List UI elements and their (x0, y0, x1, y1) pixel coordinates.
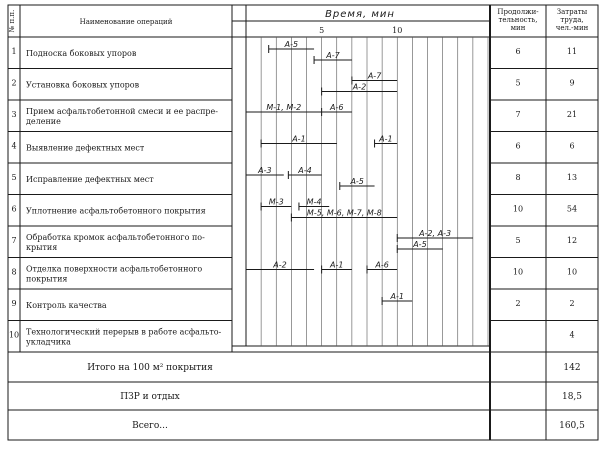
bar-label: М-4 (306, 197, 322, 207)
bar-label: А-3 (258, 166, 272, 175)
schedule-bar (261, 135, 337, 148)
bar-label: А-1 (379, 134, 393, 144)
total-row (120, 392, 582, 402)
duration-value: 7 (515, 110, 521, 119)
duration-value: 10 (512, 267, 524, 277)
schedule-bar (322, 83, 398, 96)
row-number: 4 (11, 141, 17, 151)
row-number: 2 (11, 78, 17, 88)
row-number: 1 (11, 47, 17, 56)
bar-label: А-1 (330, 260, 344, 270)
labor-column-header: труда, (560, 16, 584, 24)
total-row (132, 421, 585, 431)
row-number: 6 (11, 204, 17, 214)
bar-label: А-5 (284, 40, 299, 49)
total-row (87, 363, 580, 373)
operation-name: Контроль качества (26, 301, 107, 310)
labor-value: 4 (569, 330, 575, 340)
operation-name: Прием асфальтобетонной смеси и ее распре- (26, 107, 218, 116)
labor-value: 10 (566, 267, 578, 277)
labor-column-header: Затраты (556, 8, 588, 16)
schedule-bar (375, 135, 398, 148)
time-tick-label: 5 (319, 26, 325, 35)
operation-name: Подноска боковых упоров (26, 49, 137, 58)
table-row (11, 205, 577, 216)
row-number: 3 (11, 110, 17, 119)
duration-value: 2 (515, 299, 521, 308)
time-schedule-chart (246, 40, 473, 305)
bar-label: А-1 (390, 292, 404, 301)
schedule-bar (291, 209, 397, 222)
total-value: 160,5 (559, 421, 585, 431)
operation-name: крытия (26, 243, 58, 252)
bar-label: М-1, М-2 (266, 103, 302, 112)
bar-label: М-3 (268, 197, 284, 207)
schedule-bar (246, 166, 284, 179)
labor-value: 9 (569, 78, 575, 88)
table-row (11, 233, 577, 252)
schedule-bar (288, 166, 321, 179)
bar-label: А-6 (375, 260, 389, 270)
schedule-bar (340, 177, 375, 190)
duration-value: 6 (515, 47, 521, 56)
total-label: ПЗР и отдых (120, 392, 180, 402)
bar-label: А-2 (273, 260, 287, 270)
total-label: Всего... (132, 421, 168, 431)
labor-value: 54 (566, 204, 578, 214)
total-value: 142 (563, 363, 581, 373)
time-tick-label: 10 (392, 26, 403, 35)
duration-column-header: тельность, (498, 16, 538, 24)
bar-label: А-1 (292, 134, 306, 144)
schedule-bar (397, 229, 473, 242)
operation-name: покрытия (26, 274, 68, 284)
bar-label: А-2 (352, 82, 367, 92)
operation-name: Установка боковых упоров (26, 80, 140, 90)
operation-name: Технологический перерыв в работе асфальто- (26, 327, 222, 337)
schedule-bar (246, 261, 314, 274)
total-label: Итого на 100 м² покрытия (87, 363, 213, 373)
operation-name: Исправление дефектных мест (26, 175, 154, 184)
row-number: 9 (11, 299, 17, 308)
bar-label: А-2, А-3 (419, 229, 452, 238)
duration-value: 5 (515, 78, 521, 88)
bar-label: А-5 (413, 240, 427, 249)
bar-label: М-5, М-6, М-7, М-8 (306, 208, 382, 218)
bar-label: А-4 (298, 166, 312, 175)
duration-column-header: Продолжи- (497, 8, 539, 16)
bar-label: А-7 (367, 71, 382, 81)
operation-name: Уплотнение асфальтобетонного покрытия (26, 206, 206, 216)
labor-value: 2 (569, 299, 575, 308)
row-number: 7 (11, 236, 17, 245)
labor-column-header: чел.-мин (555, 24, 589, 32)
duration-value: 6 (515, 141, 521, 151)
labor-value: 13 (566, 173, 578, 182)
total-value: 18,5 (561, 392, 583, 402)
operation-name: деление (26, 117, 61, 126)
operation-name: Выявление дефектных мест (26, 143, 145, 153)
bar-label: А-6 (330, 103, 344, 112)
operation-column-header: Наименование операций (79, 18, 173, 26)
num-column-header: № п.п. (8, 9, 16, 33)
operation-name: Обработка кромок асфальтобетонного по- (26, 233, 205, 242)
bar-label: А-7 (326, 51, 340, 60)
operation-name: укладчика (26, 337, 71, 347)
table-row (11, 265, 577, 284)
row-number: 8 (11, 267, 17, 277)
labor-value: 6 (569, 141, 575, 151)
duration-value: 10 (512, 204, 524, 214)
row-number: 5 (11, 173, 17, 182)
time-column-header: Время, мин (325, 9, 395, 20)
bar-label: А-5 (350, 177, 364, 186)
table-body (9, 47, 577, 347)
labor-value: 11 (566, 47, 578, 56)
schedule-bar (314, 51, 352, 64)
table-grid (8, 5, 598, 440)
duration-column-header: мин (510, 24, 526, 32)
labor-value: 21 (566, 110, 578, 119)
labor-value: 12 (566, 236, 578, 245)
schedule-bar (397, 240, 442, 253)
schedule-bar (246, 103, 322, 116)
row-number: 10 (8, 330, 20, 340)
operation-name: Отделка поверхности асфальтобетонного (26, 264, 203, 274)
duration-value: 8 (515, 173, 521, 182)
table-totals (87, 363, 585, 431)
table-border (8, 5, 598, 440)
duration-value: 5 (515, 236, 521, 245)
